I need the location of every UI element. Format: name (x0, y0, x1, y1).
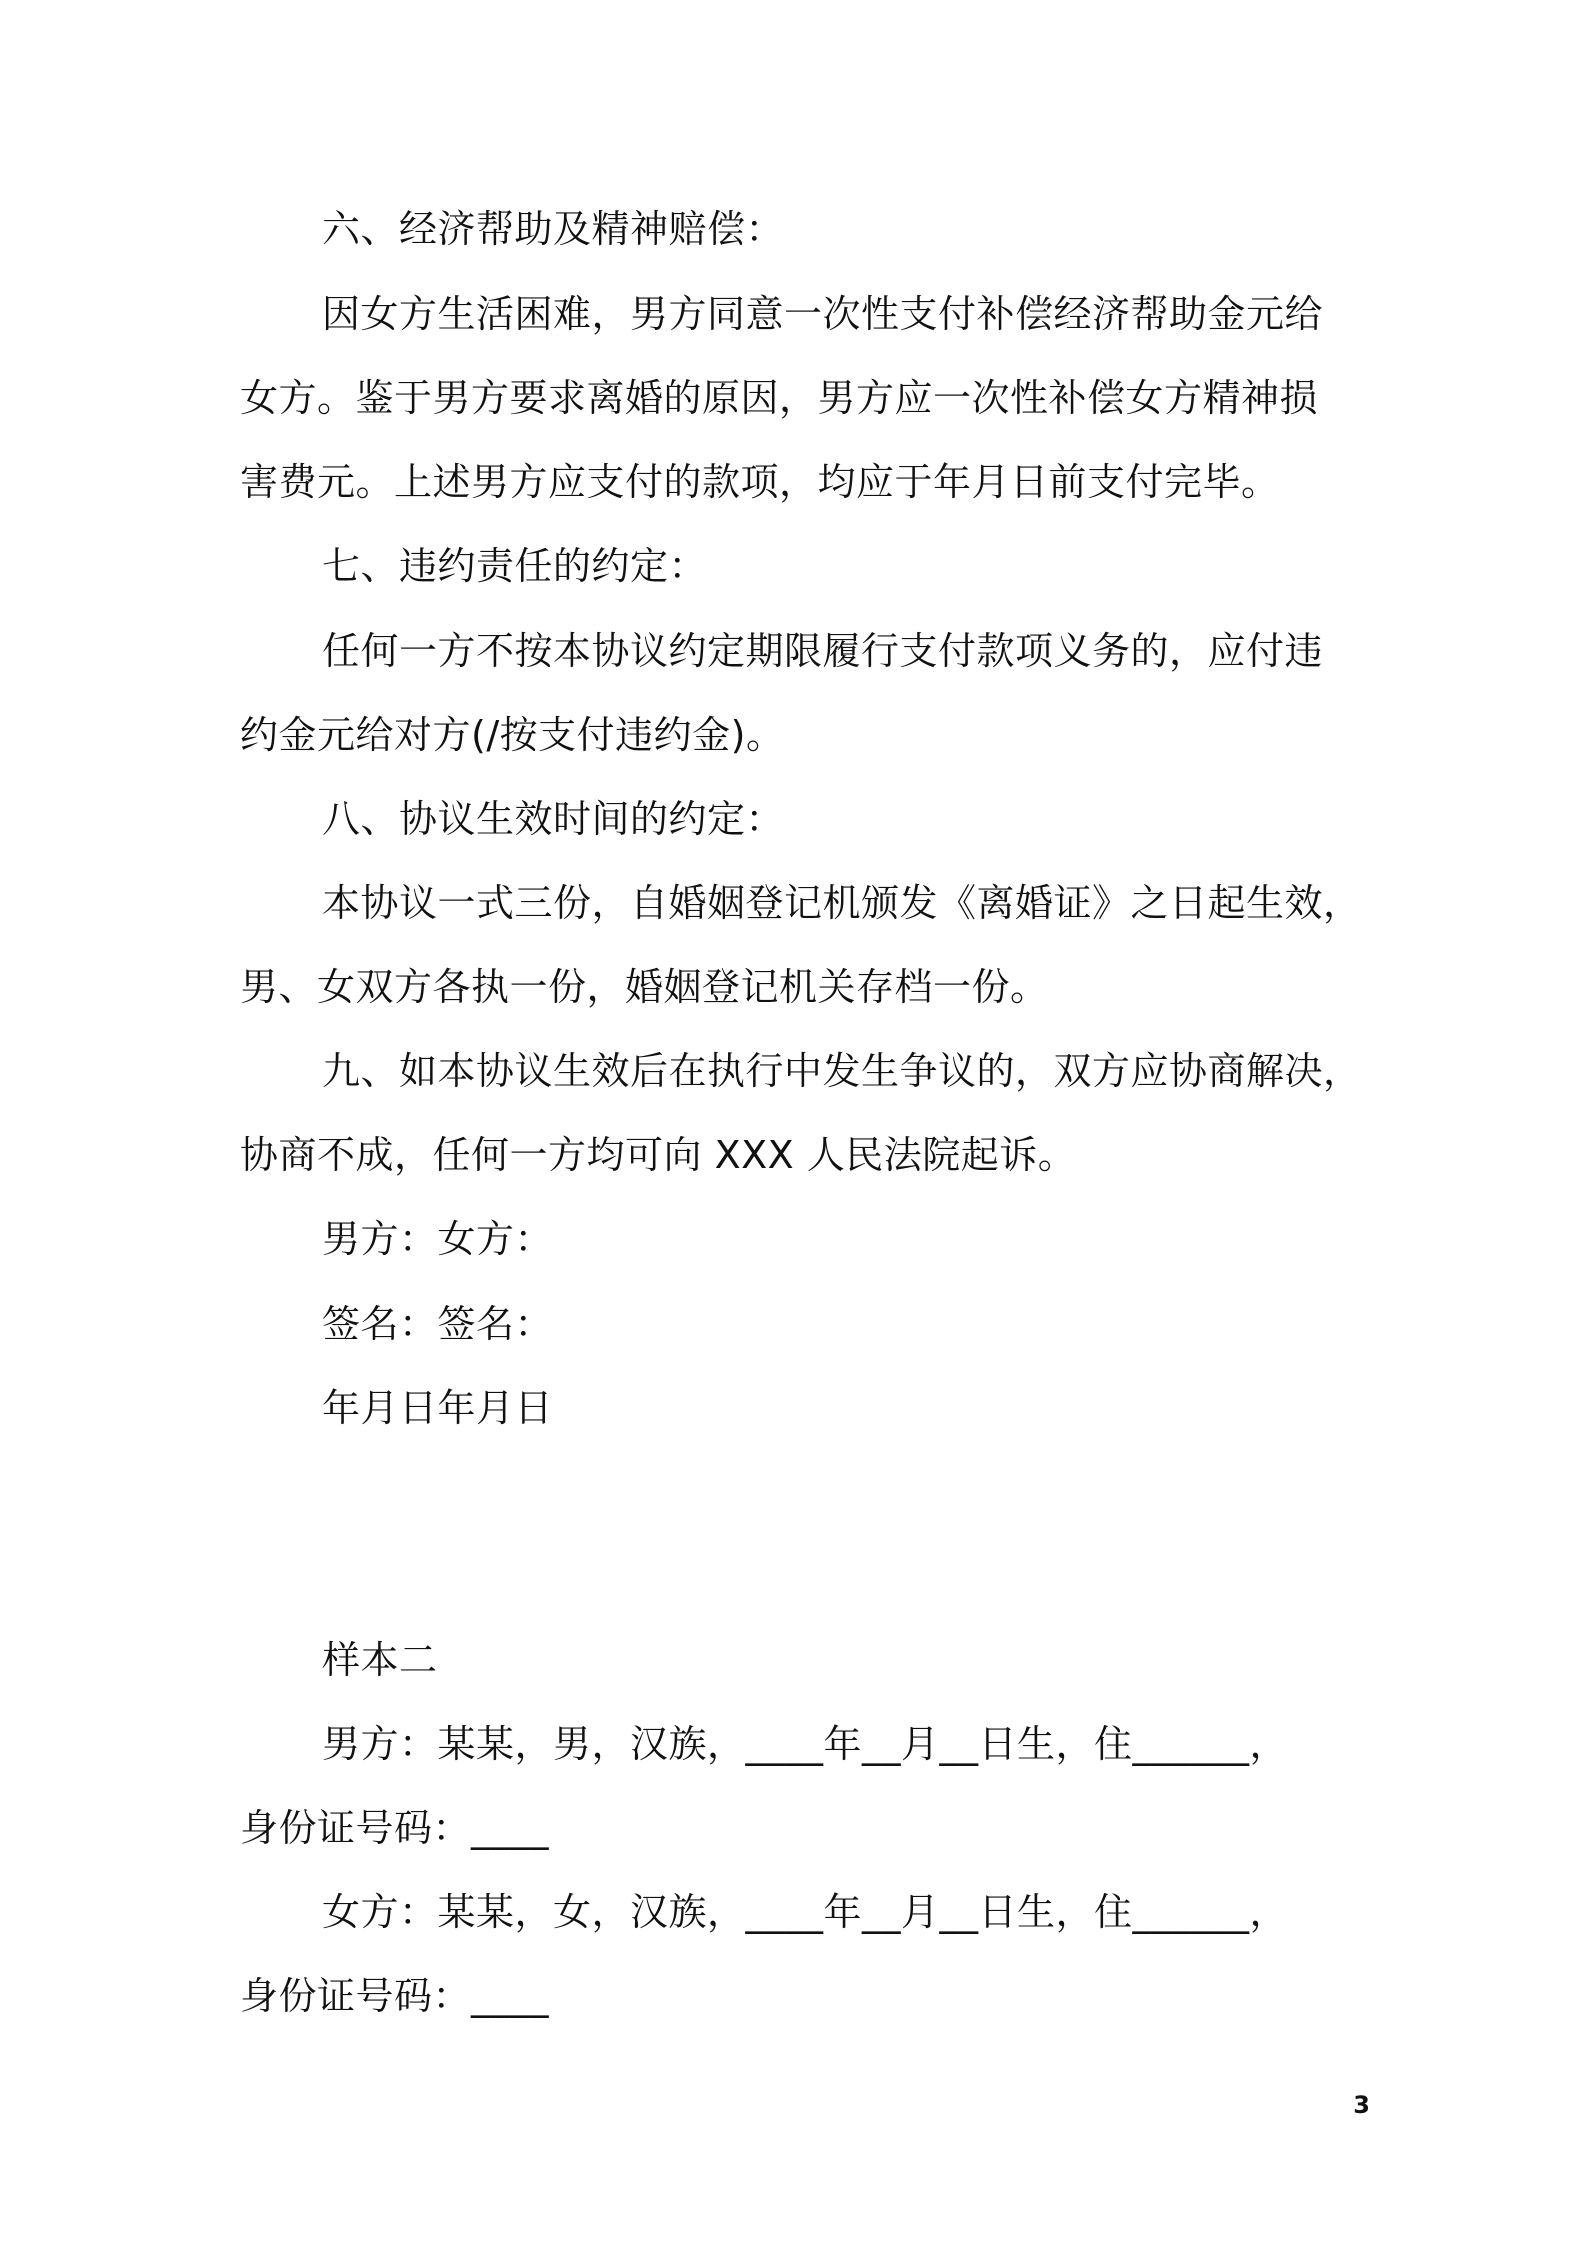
paragraph-line: 因女方生活困难，男方同意一次性支付补偿经济帮助金元给 (322, 292, 1324, 336)
male-party-line: 男方：某某，男，汉族，____年__月__日生，住______， (322, 1722, 1289, 1766)
paragraph-line: 害费元。上述男方应支付的款项，均应于年月日前支付完毕。 (240, 460, 1280, 504)
signature-labels: 签名：签名： (322, 1302, 554, 1346)
page-number: 3 (1353, 2091, 1370, 2119)
female-party-line: 女方：某某，女，汉族，____年__月__日生，住______， (322, 1890, 1289, 1934)
paragraph-line: 任何一方不按本协议约定期限履行支付款项义务的，应付违 (322, 629, 1324, 673)
section-six-heading: 六、经济帮助及精神赔偿： (322, 207, 785, 251)
date-labels: 年月日年月日 (322, 1386, 554, 1430)
section-nine-heading: 九、如本协议生效后在执行中发生争议的，双方应协商解决， (322, 1049, 1362, 1093)
paragraph-line: 男、女双方各执一份，婚姻登记机关存档一份。 (240, 965, 1049, 1009)
sample-two-heading: 样本二 (322, 1638, 438, 1682)
paragraph-line: 约金元给对方(/按支付违约金)。 (240, 713, 785, 757)
party-labels: 男方：女方： (322, 1217, 554, 1261)
paragraph-line: 女方。鉴于男方要求离婚的原因，男方应一次性补偿女方精神损 (240, 376, 1319, 420)
female-id-line: 身份证号码：____ (240, 1974, 550, 2018)
section-seven-heading: 七、违约责任的约定： (322, 544, 708, 588)
section-eight-heading: 八、协议生效时间的约定： (322, 797, 785, 841)
paragraph-line: 协商不成，任何一方均可向 XXX 人民法院起诉。 (240, 1133, 1077, 1177)
paragraph-line: 本协议一式三份，自婚姻登记机颁发《离婚证》之日起生效， (322, 881, 1362, 925)
male-id-line: 身份证号码：____ (240, 1806, 550, 1850)
